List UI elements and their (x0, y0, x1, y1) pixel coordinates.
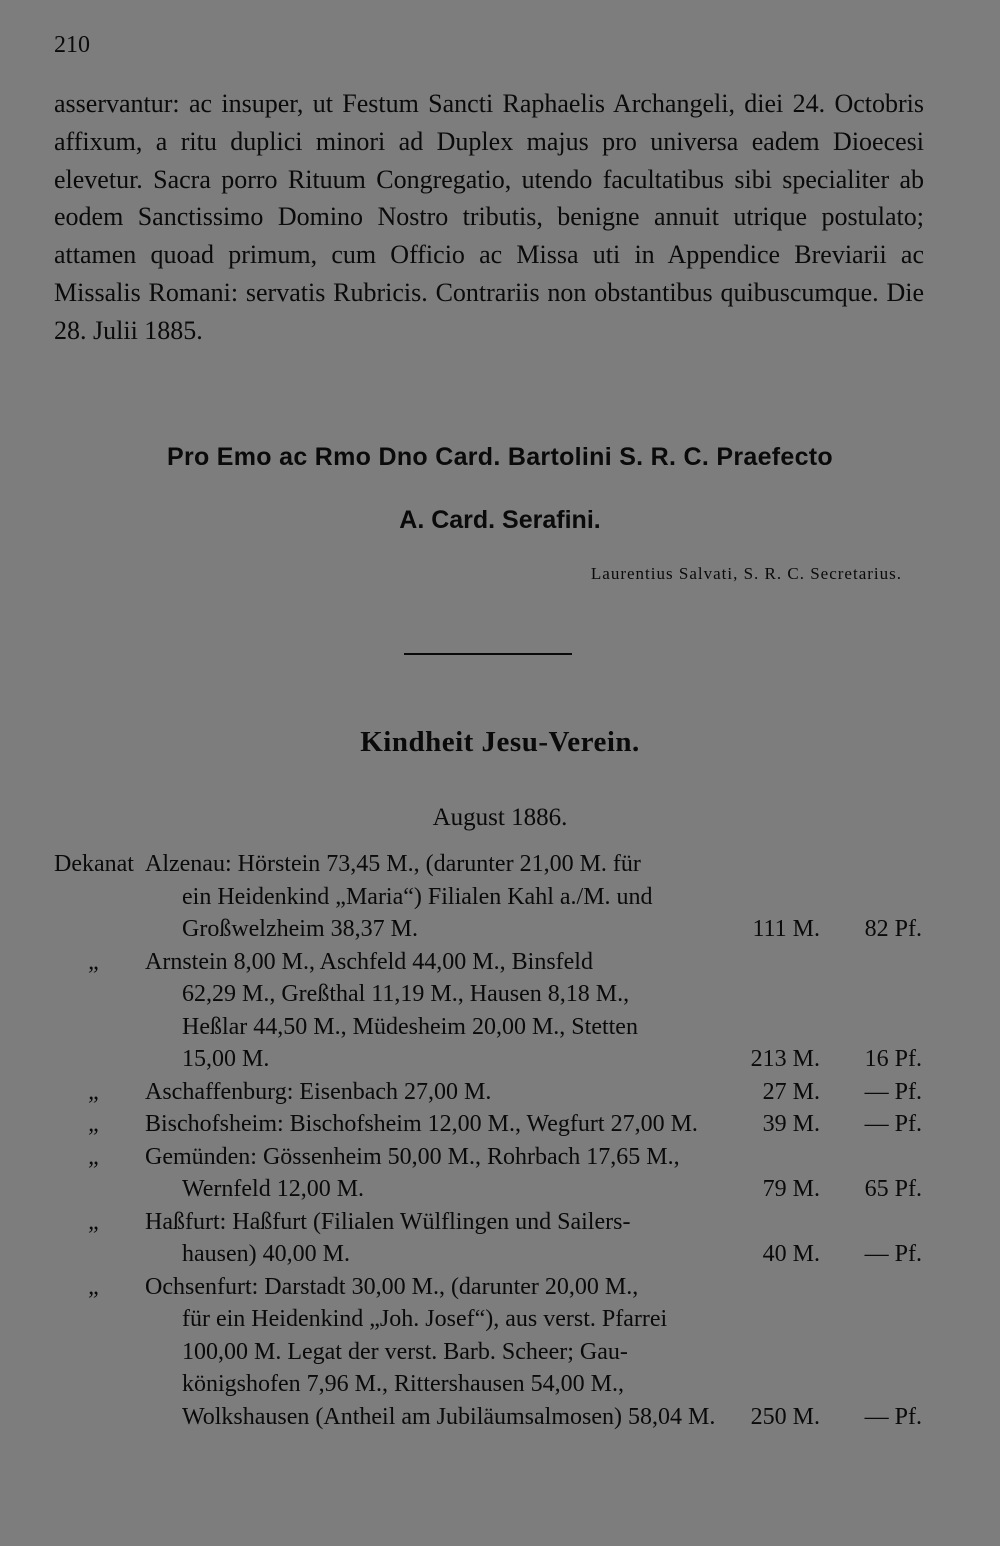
signature-line-1: Pro Emo ac Rmo Dno Card. Bartolini S. R. C. Praefecto (166, 443, 834, 471)
entry-label: „ (88, 1208, 102, 1235)
entry-amount-pfennig: 16 Pf. (864, 1046, 922, 1072)
entry-text-line: Wolkshausen (Antheil am Jubiläumsalmosen) 58,04 M. (182, 1403, 716, 1430)
section-divider (404, 653, 572, 655)
entry-text-line: Haßfurt: Haßfurt (Filialen Wülflingen und Sailers- (145, 1208, 631, 1235)
page-number: 210 (54, 32, 90, 58)
entry-text-line: ein Heidenkind „Maria“) Filialen Kahl a./M. und (182, 883, 653, 910)
entry-text-line: Arnstein 8,00 M., Aschfeld 44,00 M., Binsfeld (145, 948, 593, 975)
entry-label: „ (88, 948, 102, 975)
body-paragraph: asservantur: ac insuper, ut Festum Sancti Raphaelis Archangeli, diei 24. Octobris affixum, a ritu duplici minori ad Duplex majus pro universa eadem Dioecesi elevetur. Sacra porro Rituum Congregatio, utendo facultatibus sibi specialiter ab eodem Sanctissimo Domino Nostro tributis, benigne annuit utrique postulato; attamen quoad primum, cum Officio ac Missa uti in Appendice Breviarii ac Missalis Romani: servatis Rubricis. Contrariis non obstantibus quibuscumque. Die 28. Julii 1885. (54, 89, 924, 345)
entry-label: „ (88, 1078, 102, 1105)
entry-text-line: Alzenau: Hörstein 73,45 M., (darunter 21,00 M. für (145, 851, 641, 877)
entry-label: Dekanat (54, 851, 134, 877)
entry-amount-marks: 213 M. (750, 1046, 820, 1072)
entry-amount-pfennig: 65 Pf. (864, 1176, 922, 1202)
entry-text-line: Bischofsheim: Bischofsheim 12,00 M., Wegfurt 27,00 M. (145, 1111, 698, 1137)
entry-text-line: für ein Heidenkind „Joh. Josef“), aus verst. Pfarrei (182, 1306, 668, 1332)
secretary-line: Laurentius Salvati, S. R. C. Secretarius. (590, 564, 902, 583)
entry-amount-marks: 79 M. (762, 1176, 820, 1202)
entry-text-line: hausen) 40,00 M. (182, 1241, 350, 1267)
entry-text-line: Heßlar 44,50 M., Müdesheim 20,00 M., Stetten (182, 1013, 638, 1040)
entry-amount-pfennig: — Pf. (864, 1241, 922, 1267)
signature-line-2: A. Card. Serafini. (399, 506, 601, 534)
entry-amount-pfennig: — Pf. (864, 1111, 922, 1137)
entry-text-line: 62,29 M., Greßthal 11,19 M., Hausen 8,18 M., (182, 981, 630, 1007)
entry-text-line: königshofen 7,96 M., Rittershausen 54,00 M., (182, 1371, 624, 1397)
section-month: August 1886. (432, 804, 568, 831)
entry-label: „ (88, 1143, 102, 1170)
entry-text-line: Wernfeld 12,00 M. (182, 1176, 365, 1202)
entry-amount-marks: 111 M. (752, 916, 820, 942)
entry-amount-marks: 27 M. (762, 1078, 820, 1105)
entry-text-line: Gemünden: Gössenheim 50,00 M., Rohrbach 17,65 M., (145, 1143, 680, 1170)
entry-amount-pfennig: — Pf. (864, 1078, 922, 1105)
entry-amount-pfennig: 82 Pf. (864, 916, 922, 942)
entry-text-line: Ochsenfurt: Darstadt 30,00 M., (darunter 20,00 M., (145, 1273, 639, 1300)
entry-text-line: 100,00 M. Legat der verst. Barb. Scheer; Gau- (182, 1338, 628, 1365)
entry-text-line: 15,00 M. (182, 1046, 270, 1072)
entry-label: „ (88, 1111, 102, 1137)
entry-text-line: Großwelzheim 38,37 M. (182, 916, 418, 942)
entry-amount-marks: 39 M. (762, 1111, 820, 1137)
entry-amount-marks: 250 M. (750, 1403, 820, 1430)
entry-amount-pfennig: — Pf. (864, 1403, 922, 1430)
entry-text-line: Aschaffenburg: Eisenbach 27,00 M. (145, 1078, 492, 1105)
entry-amount-marks: 40 M. (762, 1241, 820, 1267)
section-heading: Kindheit Jesu-Verein. (360, 726, 640, 758)
entry-label: „ (88, 1273, 102, 1300)
